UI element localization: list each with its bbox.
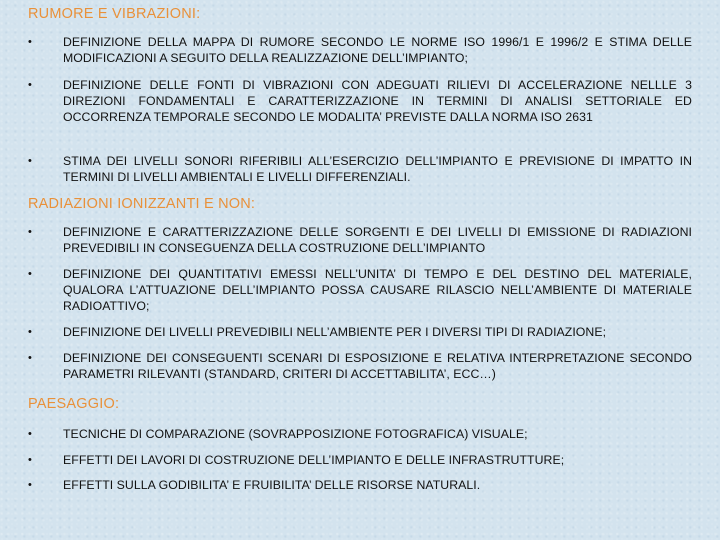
bullet-icon: • (28, 226, 32, 238)
section-heading-paesaggio: PAESAGGIO: (28, 396, 120, 412)
list-item-text: DEFINIZIONE E CARATTERIZZAZIONE DELLE SORGENTI E DEI LIVELLI DI EMISSIONE DI RADIAZIONI PREVEDIBILI IN CONSEGUENZA DELLA COSTRUZIONE DELL’IMPIANTO (63, 225, 692, 255)
bullet-icon: • (28, 454, 32, 466)
list-item-text: EFFETTI DEI LAVORI DI COSTRUZIONE DELL’IMPIANTO E DELLE INFRASTRUTTURE; (63, 453, 565, 467)
bullet-icon: • (28, 36, 32, 48)
bullet-icon: • (28, 268, 32, 280)
list-item-text: TECNICHE DI COMPARAZIONE (SOVRAPPOSIZIONE FOTOGRAFICA) VISUALE; (63, 427, 528, 441)
list-item-text: DEFINIZIONE DEI QUANTITATIVI EMESSI NELL’UNITA’ DI TEMPO E DEL DESTINO DEL MATERIALE, QUALORA L’ATTUAZIONE DELL’IMPIANTO POSSA CAUSARE RILASCIO NELL’AMBIENTE DI MATERIALE RADIOATTIVO; (63, 267, 692, 313)
list-item-text: DEFINIZIONE DELLA MAPPA DI RUMORE SECONDO LE NORME ISO 1996/1 E 1996/2 E STIMA DELLE MODIFICAZIONI A SEGUITO DELLA REALIZZAZIONE DELL’IMPIANTO; (63, 35, 692, 65)
bullet-icon: • (28, 79, 32, 91)
bullet-icon: • (28, 326, 32, 338)
bullet-icon: • (28, 155, 32, 167)
bullet-icon: • (28, 428, 32, 440)
list-item-text: DEFINIZIONE DEI CONSEGUENTI SCENARI DI ESPOSIZIONE E RELATIVA INTERPRETAZIONE SECONDO PARAMETRI RILEVANTI (STANDARD, CRITERI DI ACCETTABILITA’, ECC…) (63, 351, 692, 381)
list-item-text: DEFINIZIONE DELLE FONTI DI VIBRAZIONI CON ADEGUATI RILIEVI DI ACCELERAZIONE NELLLE 3 DIREZIONI FONDAMENTALI E CARATTERIZZAZIONE IN TERMINI DI ANALISI SETTORIALE ED OCCORRENZA TEMPORALE SECONDO LE MODALITA’ PREVISTE DALLA NORMA ISO 2631 (63, 78, 692, 124)
bullet-icon: • (28, 352, 32, 364)
bullet-icon: • (28, 479, 32, 491)
section-heading-radiazioni: RADIAZIONI IONIZZANTI E NON: (28, 196, 256, 212)
list-item-text: STIMA DEI LIVELLI SONORI RIFERIBILI ALL’ESERCIZIO DELL’IMPIANTO E PREVISIONE DI IMPATTO IN TERMINI DI LIVELLI AMBIENTALI E LIVELLI DIFFERENZIALI. (63, 154, 692, 184)
section-heading-rumore: RUMORE E VIBRAZIONI: (28, 6, 201, 22)
list-item-text: DEFINIZIONE DEI LIVELLI PREVEDIBILI NELL’AMBIENTE PER I DIVERSI TIPI DI RADIAZIONE; (63, 325, 607, 339)
list-item-text: EFFETTI SULLA GODIBILITA’ E FRUIBILITA’ DELLE RISORSE NATURALI. (63, 478, 481, 492)
